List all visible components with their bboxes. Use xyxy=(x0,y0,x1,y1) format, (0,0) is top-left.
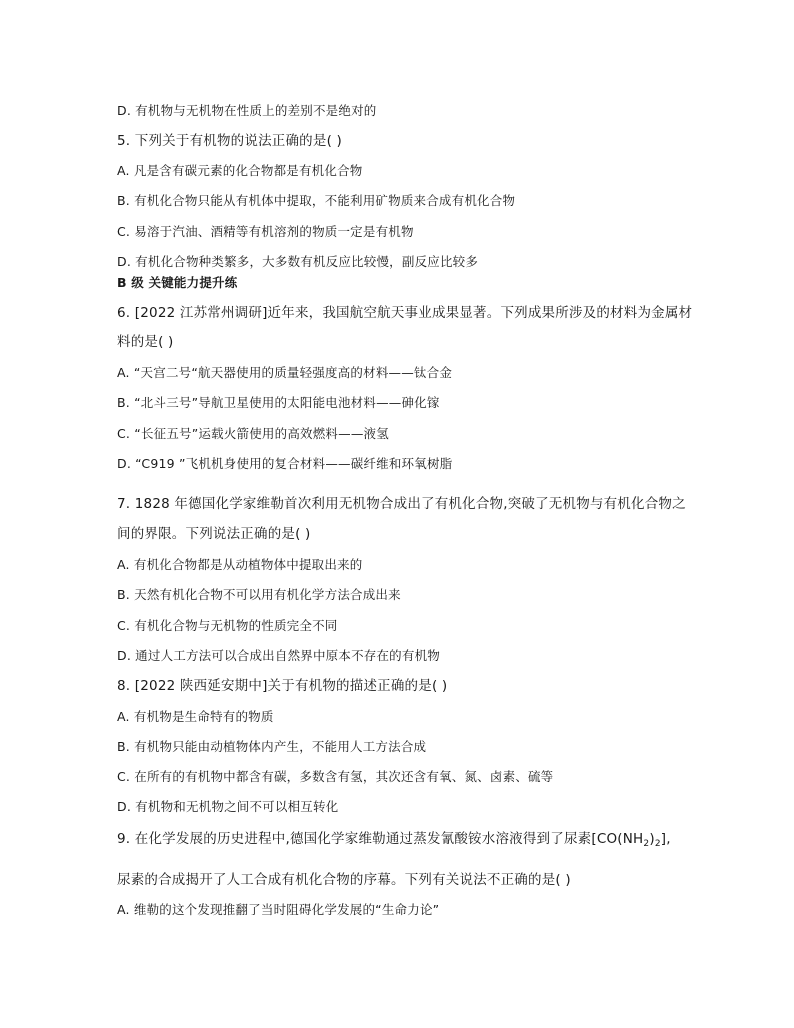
question-7-stem-line2: 间的界限。下列说法正确的是( ) xyxy=(117,526,311,542)
question-6-stem-line1: 6. [2022 江苏常州调研]近年来，我国航空航天事业成果显著。下列成果所涉及的材料为金属材 xyxy=(117,305,693,321)
q5-option-c: C. 易溶于汽油、酒精等有机溶剂的物质一定是有机物 xyxy=(117,224,414,239)
q9-option-a: A. 维勒的这个发现推翻了当时阻碍化学发展的“生命力论” xyxy=(117,902,440,917)
q9-text-mid: ) xyxy=(649,831,655,847)
question-9-stem-line1 xyxy=(117,831,671,847)
q7-option-d: D. 通过人工方法可以合成出自然界中原本不存在的有机物 xyxy=(117,648,440,663)
q7-option-b: B. 天然有机化合物不可以用有机化学方法合成出来 xyxy=(117,587,401,602)
q8-option-c: C. 在所有的有机物中都含有碳，多数含有氢，其次还含有氧、氮、卤素、硫等 xyxy=(117,769,554,784)
q4-option-d: D. 有机物与无机物在性质上的差别不是绝对的 xyxy=(117,103,377,118)
q5-option-b: B. 有机化合物只能从有机体中提取，不能利用矿物质来合成有机化合物 xyxy=(117,193,516,208)
question-8-stem: 8. [2022 陕西延安期中]关于有机物的描述正确的是( ) xyxy=(117,678,448,694)
q7-option-c: C. 有机化合物与无机物的性质完全不同 xyxy=(117,618,338,633)
q6-option-b: B. “北斗三号”导航卫星使用的太阳能电池材料——砷化镓 xyxy=(117,395,440,410)
q7-option-a: A. 有机化合物都是从动植物体中提取出来的 xyxy=(117,557,363,572)
q9-subscript-1: 2 xyxy=(643,839,650,849)
q6-option-d: D. “C919 ”飞机机身使用的复合材料——碳纤维和环氧树脂 xyxy=(117,456,453,471)
q9-text-prefix: 9. 在化学发展的历史进程中,德国化学家维勒通过蒸发氰酸铵水溶液得到了尿素[CO(NH xyxy=(117,831,644,847)
q8-option-a: A. 有机物是生命特有的物质 xyxy=(117,709,274,724)
q9-subscript-2: 2 xyxy=(654,839,661,849)
section-b-heading: B 级 关键能力提升练 xyxy=(117,275,238,290)
question-9-stem-line2: 尿素的合成揭开了人工合成有机化合物的序幕。下列有关说法不正确的是( ) xyxy=(117,872,571,888)
q8-option-b: B. 有机物只能由动植物体内产生，不能用人工方法合成 xyxy=(117,739,427,754)
q5-option-d: D. 有机化合物种类繁多，大多数有机反应比较慢，副反应比较多 xyxy=(117,254,479,269)
q8-option-d: D. 有机物和无机物之间不可以相互转化 xyxy=(117,799,339,814)
q9-text-suffix: ], xyxy=(660,831,671,847)
question-5-stem: 5. 下列关于有机物的说法正确的是( ) xyxy=(117,133,342,149)
q5-option-a: A. 凡是含有碳元素的化合物都是有机化合物 xyxy=(117,163,363,178)
q6-option-c: C. “长征五号”运载火箭使用的高效燃料——液氢 xyxy=(117,426,389,441)
question-6-stem-line2: 料的是( ) xyxy=(117,334,174,350)
q6-option-a: A. “天宫二号“航天器使用的质量轻强度高的材料——钛合金 xyxy=(117,365,453,380)
question-7-stem-line1: 7. 1828 年德国化学家维勒首次利用无机物合成出了有机化合物,突破了无机物与有机化合物之 xyxy=(117,496,686,512)
